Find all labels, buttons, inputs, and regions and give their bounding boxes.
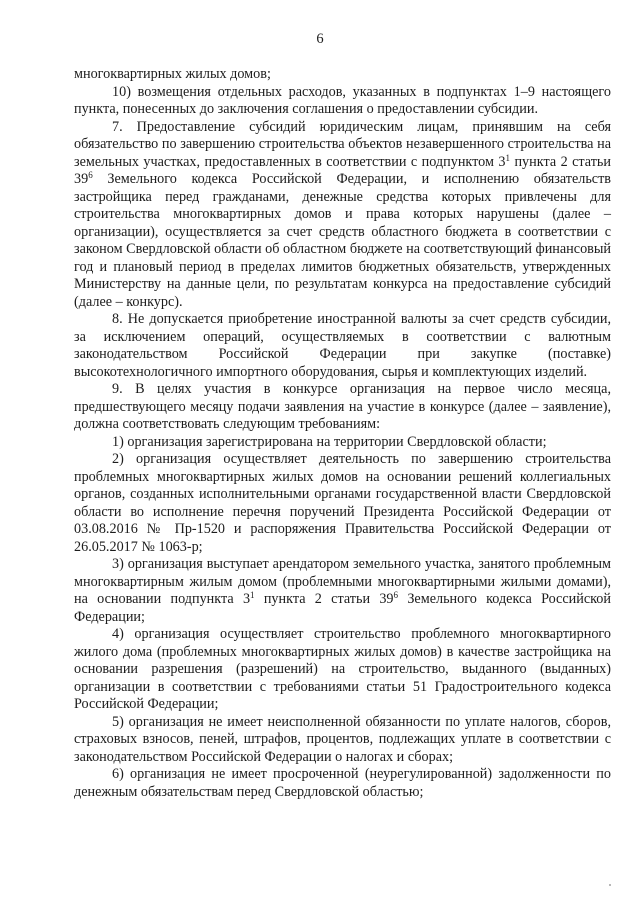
scan-artifact — [609, 884, 611, 886]
requirement-2: 2) организация осуществляет деятельность по завершению строительства проблемных многоквартирных жилых домов на основании решений коллегиальных органов, созданных исполнительными органами государственной власти Свердловской области во исполнение перечня поручений Президента Российской Федерации от 03.08.2016 № Пр-1520 и распоряжения Правительства Российской Федерации от 26.05.2017 № 1063-р; — [74, 451, 611, 555]
requirement-3-text-a: 3) организация выступает арендатором земельного участка, занятого проблемным многоквартирным жилым домом (проблемными многоквартирными жилыми домами), на основании подпункта 3 — [74, 556, 611, 607]
document-body — [74, 66, 611, 801]
requirement-6: 6) организация не имеет просроченной (неурегулированной) задолженности по денежным обязательствам перед Свердловской областью; — [74, 766, 611, 800]
superscript: 1 — [250, 590, 255, 600]
paragraph-section-9: 9. В целях участия в конкурсе организация на первое число месяца, предшествующего месяцу подачи заявления на участие в конкурсе (далее – заявление), должна соответствовать следующим требованиям: — [74, 381, 611, 432]
section-7-text-b: пункта 2 статьи 39 — [74, 153, 611, 187]
superscript: 6 — [393, 590, 399, 600]
paragraph-continuation: многоквартирных жилых домов; — [74, 66, 271, 82]
requirement-5: 5) организация не имеет неисполненной обязанности по уплате налогов, сборов, страховых взносов, пеней, штрафов, процентов, подлежащих уплате в соответствии с законодательством Российской Федерации о налогах и сборах; — [74, 713, 611, 765]
requirement-4: 4) организация осуществляет строительство проблемного многоквартирного жилого дома (проблемных многоквартирных жилых домов) в качестве застройщика на основании разрешения (разрешений) на строительство, выданного (выданных) организации в соответствии с требованиями статьи 51 Градостроительного кодекса Российской Федерации; — [74, 626, 611, 712]
requirement-1: 1) организация зарегистрирована на территории Свердловской области; — [112, 433, 547, 450]
paragraph-section-7 — [74, 119, 611, 312]
requirement-3-text-b: пункта 2 статьи 39 — [254, 591, 394, 607]
section-7-text-a: 7. Предоставление субсидий юридическим лицам, принявшим на себя обязательство по завершению строительства объектов незавершенного строительства на земельных участках, предоставленных в соответствии с подпунктом 3 — [74, 118, 611, 170]
paragraph-item-10: 10) возмещения отдельных расходов, указанных в подпунктах 1–9 настоящего пункта, понесенных до заключения соглашения о предоставлении субсидии. — [74, 83, 611, 117]
page-number: 6 — [316, 31, 324, 47]
requirement-3 — [74, 556, 611, 626]
superscript: 6 — [88, 170, 93, 180]
section-7-text-c: Земельного кодекса Российской Федерации, и исполнению обязательств застройщика перед гражданами, денежные средства которых привлечены для строительства многоквартирных домов и права которых нарушены (далее – организации), осуществляется за счет средств областного бюджета в соответствии с законом Свердловской области об областном бюджете на соответствующий финансовый год и плановый период в пределах лимитов бюджетных обязательств, утвержденных Министерству на данные цели, по результатам конкурса на предоставление субсидий (далее – конкурс). — [74, 171, 611, 310]
requirement-3-text-c: Земельного кодекса Российской Федерации; — [74, 591, 611, 625]
paragraph-section-8: 8. Не допускается приобретение иностранной валюты за счет средств субсидии, за исключением операций, осуществляемых в соответствии с валютным законодательством Российской Федерации при закупке (поставке) высокотехнологичного импортного оборудования, сырья и комплектующих изделий. — [74, 311, 611, 380]
superscript: 1 — [505, 152, 510, 163]
